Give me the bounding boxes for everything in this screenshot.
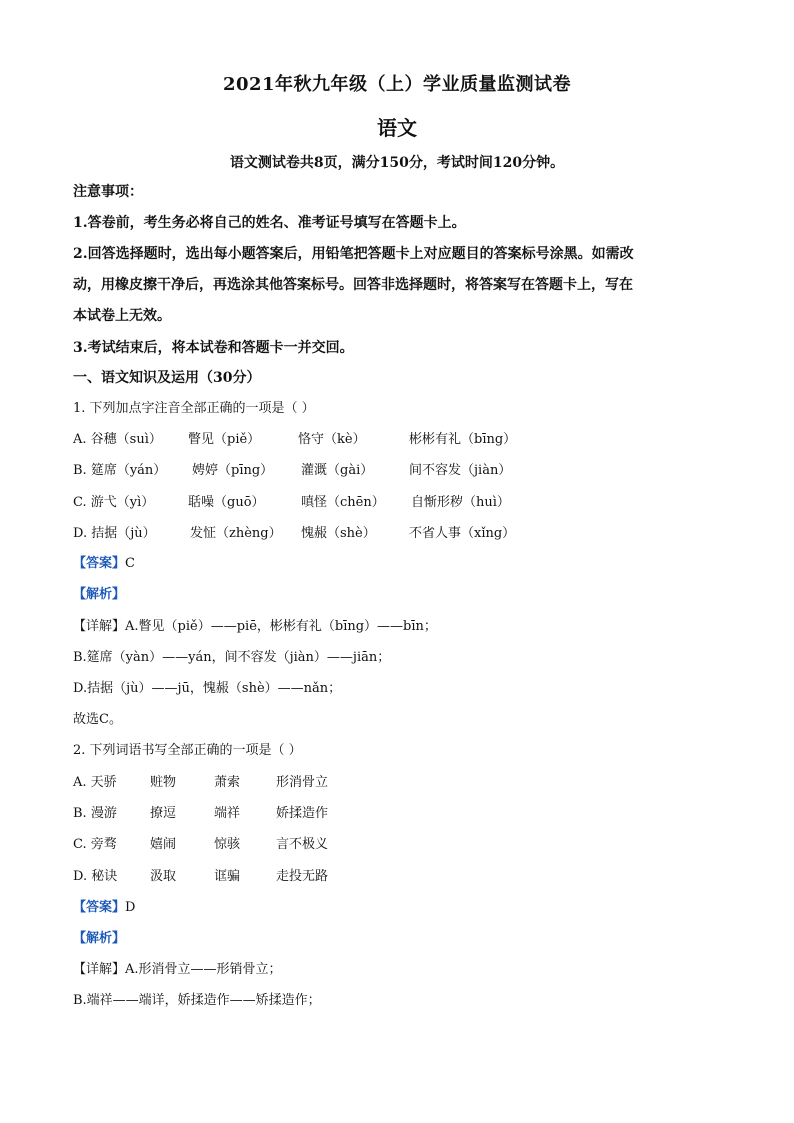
detail-tag: 【详解】 (73, 619, 126, 634)
q1-option-c-3: 嗔怪（chēn） (301, 495, 385, 510)
q2-option-b-2: 撩逗 (150, 806, 177, 821)
q1-detail-3: D.拮据（jù）——jū，愧赧（shè）——nǎn； (73, 681, 342, 696)
q2-option-d-2: 汲取 (150, 869, 177, 884)
q1-option-d-3: 愧赧（shè） (301, 526, 376, 541)
q2-stem: 2. 下列词语书写全部正确的一项是（ ） (73, 743, 302, 758)
q1-option-d-4: 不省人事（xǐng） (409, 526, 516, 541)
q2-option-a-1: A. 天骄 (73, 775, 117, 790)
analysis-tag: 【解析】 (73, 931, 126, 946)
q1-detail-4: 故选C。 (73, 712, 122, 727)
notice-item-1: 1.答卷前，考生务必将自己的姓名、准考证号填写在答题卡上。 (73, 215, 466, 231)
q2-option-d-3: 诓骗 (214, 869, 241, 884)
answer-value: D (125, 900, 136, 915)
q1-option-b-4: 间不容发（jiàn） (409, 463, 512, 478)
q2-option-a-2: 赃物 (150, 775, 177, 790)
notice-item-2-cont: 动，用橡皮擦干净后，再选涂其他答案标号。回答非选择题时，将答案写在答题卡上，写在 (73, 277, 633, 293)
q1-answer (73, 554, 135, 574)
q2-option-b-4: 娇揉造作 (276, 806, 329, 821)
q1-option-d-1: D. 拮据（jù） (73, 526, 156, 541)
q2-option-d-4: 走投无路 (276, 869, 329, 884)
answer-tag: 【答案】 (73, 556, 126, 571)
q1-detail-1 (73, 617, 437, 637)
q2-option-a-4: 形消骨立 (276, 775, 329, 790)
notice-item-3: 3.考试结束后，将本试卷和答题卡一并交回。 (73, 340, 354, 356)
notice-item-2: 2.回答选择题时，选出每小题答案后，用铅笔把答题卡上对应题目的答案标号涂黑。如需改 (73, 246, 634, 262)
q2-option-a-3: 萧索 (214, 775, 241, 790)
q1-option-a-1: A. 谷穗（suì） (73, 432, 162, 447)
q1-option-b-1: B. 筵席（yán） (73, 463, 167, 478)
q2-detail-2: B.端祥——端详，娇揉造作——矫揉造作； (73, 993, 321, 1008)
q1-option-b-2: 娉婷（pīng） (192, 463, 274, 478)
q2-detail-1 (73, 960, 282, 980)
q2-option-c-1: C. 旁骛 (73, 837, 117, 852)
q1-option-c-1: C. 游弋（yì） (73, 495, 155, 510)
detail-tag: 【详解】 (73, 962, 126, 977)
subject-title: 语文 (377, 116, 417, 140)
q2-option-b-1: B. 漫游 (73, 806, 117, 821)
exam-title: 2021年秋九年级（上）学业质量监测试卷 (222, 74, 572, 95)
answer-value: C (125, 556, 135, 571)
q1-option-c-2: 聒噪（guō） (188, 495, 265, 510)
q2-option-b-3: 端祥 (214, 806, 241, 821)
q1-option-b-3: 灌溉（gài） (301, 463, 374, 478)
detail-text: A.形消骨立——形销骨立； (125, 962, 282, 977)
detail-text: A.瞥见（piě）——piē，彬彬有礼（bīng）——bīn； (125, 619, 437, 634)
q1-option-a-3: 恪守（kè） (298, 432, 366, 447)
answer-tag: 【答案】 (73, 900, 126, 915)
notice-item-2-end: 本试卷上无效。 (73, 308, 171, 324)
notice-heading: 注意事项： (73, 184, 143, 200)
q2-analysis-heading (73, 929, 125, 949)
q2-option-c-4: 言不极义 (276, 837, 329, 852)
q1-option-c-4: 自惭形秽（huì） (411, 495, 510, 510)
q1-option-a-2: 瞥见（piě） (188, 432, 261, 447)
q2-option-d-1: D. 秘诀 (73, 869, 118, 884)
q2-option-c-3: 惊骇 (214, 837, 241, 852)
q1-option-d-2: 发怔（zhèng） (190, 526, 282, 541)
q1-stem: 1. 下列加点字注音全部正确的一项是（ ） (73, 401, 315, 416)
exam-info: 语文测试卷共8页，满分150分，考试时间120分钟。 (229, 155, 565, 171)
q1-option-a-4: 彬彬有礼（bīng） (409, 432, 517, 447)
q2-answer (73, 898, 135, 918)
q2-option-c-2: 嬉闹 (150, 837, 177, 852)
q1-analysis-heading (73, 585, 125, 605)
analysis-tag: 【解析】 (73, 587, 126, 602)
section-heading: 一、语文知识及运用（30分） (73, 370, 261, 386)
q1-detail-2: B.筵席（yàn）——yán，间不容发（jiàn）——jiān； (73, 650, 391, 665)
